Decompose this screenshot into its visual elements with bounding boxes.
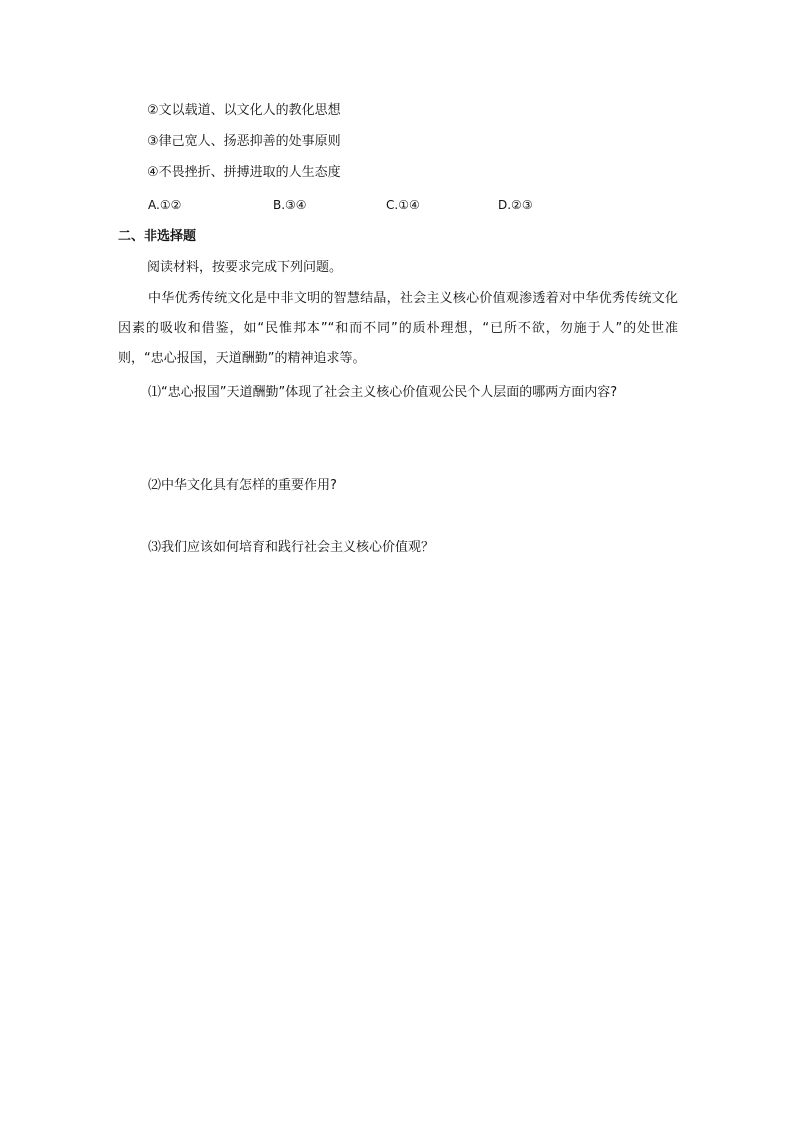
- question-1: ⑴“忠心报国”天道酬勤”体现了社会主义核心价值观公民个人层面的哪两方面内容?: [148, 385, 618, 400]
- choice-item-2: ②文以载道、以文化人的教化思想: [147, 103, 341, 118]
- option-b: B.③④: [273, 198, 307, 212]
- material-paragraph: 中华优秀传统文化是中非文明的智慧结晶，社会主义核心价值观渗透着对中华优秀传统文化因素的吸收和借鉴，如“民惟邦本”“和而不同”的质朴理想，“已所不欲，勿施于人”的处世准则，“忠心报国，天道酬勤”的精神追求等。: [118, 291, 678, 366]
- section-heading: 二、非选择题: [118, 229, 197, 244]
- option-d: D.②③: [498, 198, 533, 212]
- option-c: C.①④: [386, 198, 420, 212]
- instruction-text: 阅读材料，按要求完成下列问题。: [147, 260, 343, 275]
- option-a: A.①②: [148, 198, 182, 212]
- choice-item-4: ④不畏挫折、拼搏进取的人生态度: [147, 165, 341, 180]
- question-3: ⑶我们应该如何培育和践行社会主义核心价值观？: [148, 540, 435, 555]
- question-2: ⑵中华文化具有怎样的重要作用?: [148, 478, 337, 493]
- choice-item-3: ③律己宽人、扬恶抑善的处事原则: [147, 134, 341, 149]
